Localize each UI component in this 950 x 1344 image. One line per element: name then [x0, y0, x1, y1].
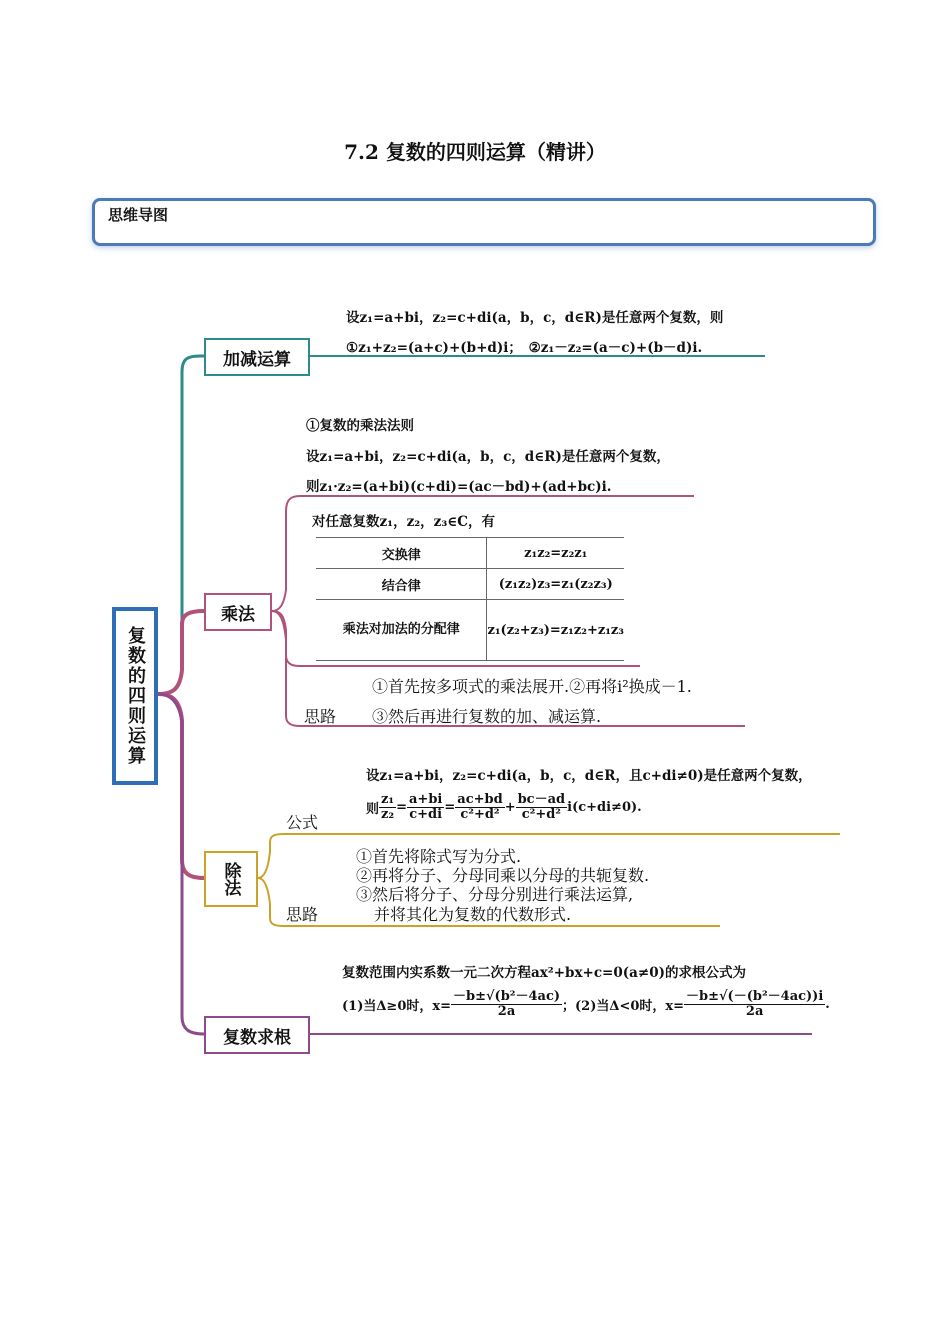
- div-intro: 设z₁=a+bi，z₂=c+di(a，b，c，d∈R，且c+di≠0)是任意两个复数，: [366, 768, 812, 784]
- roots-fraction-1: $\frac{\text{－b±√(b²－4ac)}}{2a}$: [453, 989, 561, 1020]
- div-formula: 则 $\frac{\text{z₁}}{\text{z₂}}$ = $\frac{a+bi}{c+di}$ = $\frac{ac+bd}{\text{c²+d²}}$ + $\frac{bc-ad}{\text{c²+d²}}$ i(c+di≠0).: [366, 792, 642, 823]
- div-fraction-2: $\frac{a+bi}{c+di}$: [409, 792, 443, 823]
- law-name: 交换律: [316, 538, 487, 569]
- table-row: [316, 600, 624, 661]
- mul-rule-title: ①复数的乘法法则: [306, 418, 414, 434]
- div-formula-prefix: 则: [366, 802, 380, 818]
- roots-fraction-2: $\frac{\text{－b±√(－(b²－4ac))i}}{2a}$: [686, 989, 824, 1020]
- node-add-sub: 加减运算: [204, 338, 310, 376]
- div-fraction-3: $\frac{ac+bd}{\text{c²+d²}}$: [457, 792, 503, 823]
- div-idea-line-3: ③然后将分子、分母分别进行乘法运算,: [356, 885, 634, 904]
- law-formula: z₁(z₂+z₃)=z₁z₂+z₁z₃: [487, 600, 624, 661]
- connector-mul: [158, 611, 204, 694]
- node-roots: 复数求根: [204, 1016, 310, 1054]
- law-name: 乘法对加法的分配律: [316, 600, 487, 661]
- div-fraction-4: $\frac{bc-ad}{\text{c²+d²}}$: [517, 792, 566, 823]
- law-formula: (z₁z₂)z₃=z₁(z₂z₃): [487, 569, 624, 600]
- mul-idea-line-1: ①首先按多项式的乘法展开.②再将i²换成－1.: [372, 677, 692, 696]
- root-node: 复数的四则运算: [112, 607, 158, 785]
- div-idea-line-4: 并将其化为复数的代数形式.: [374, 905, 572, 924]
- roots-case-sep: ；(2)当Δ<0时，x=: [562, 999, 685, 1015]
- roots-case1-prefix: (1)当Δ≥0时，x=: [342, 999, 452, 1015]
- add-line-1: 设z₁=a+bi，z₂=c+di(a，b，c，d∈R)是任意两个复数，则: [346, 310, 724, 326]
- roots-formula: [342, 990, 830, 1020]
- mul-laws-intro: 对任意复数z₁，z₂，z₃∈C，有: [312, 514, 495, 530]
- banner-label: 思维导图: [108, 206, 169, 224]
- mul-rule-line-2: 则z₁·z₂=(a+bi)(c+di)=(ac－bd)+(ad+bc)i.: [306, 479, 612, 495]
- div-idea-line-1: ①首先将除式写为分式.: [356, 847, 522, 866]
- div-idea-label: 思路: [286, 905, 319, 924]
- mul-laws-table: [316, 537, 624, 661]
- node-divide: 除法: [204, 851, 258, 907]
- table-row: [316, 569, 624, 600]
- div-idea-line-2: ②再将分子、分母同乘以分母的共轭复数.: [356, 866, 650, 885]
- roots-case2-suffix: .: [825, 997, 830, 1013]
- node-multiply: 乘法: [204, 593, 272, 631]
- mul-idea-line-2: ③然后再进行复数的加、减运算.: [372, 707, 602, 726]
- law-formula: z₁z₂=z₂z₁: [487, 538, 624, 569]
- page-title: 7.2 复数的四则运算（精讲）: [344, 140, 606, 164]
- add-line-2: ①z₁+z₂=(a+c)+(b+d)i； ②z₁－z₂=(a－c)+(b－d)i.: [346, 340, 703, 356]
- roots-intro: 复数范围内实系数一元二次方程ax²+bx+c=0(a≠0)的求根公式为: [342, 965, 746, 981]
- div-formula-suffix: i(c+di≠0).: [567, 800, 642, 816]
- div-fraction-1: $\frac{\text{z₁}}{\text{z₂}}$: [381, 792, 395, 823]
- table-row: [316, 538, 624, 569]
- mul-rule-line-1: 设z₁=a+bi，z₂=c+di(a，b，c，d∈R)是任意两个复数，: [306, 449, 670, 465]
- law-name: 结合律: [316, 569, 487, 600]
- connector-roots: [158, 694, 204, 1034]
- mul-idea-label: 思路: [304, 707, 337, 726]
- div-formula-label: 公式: [286, 813, 319, 832]
